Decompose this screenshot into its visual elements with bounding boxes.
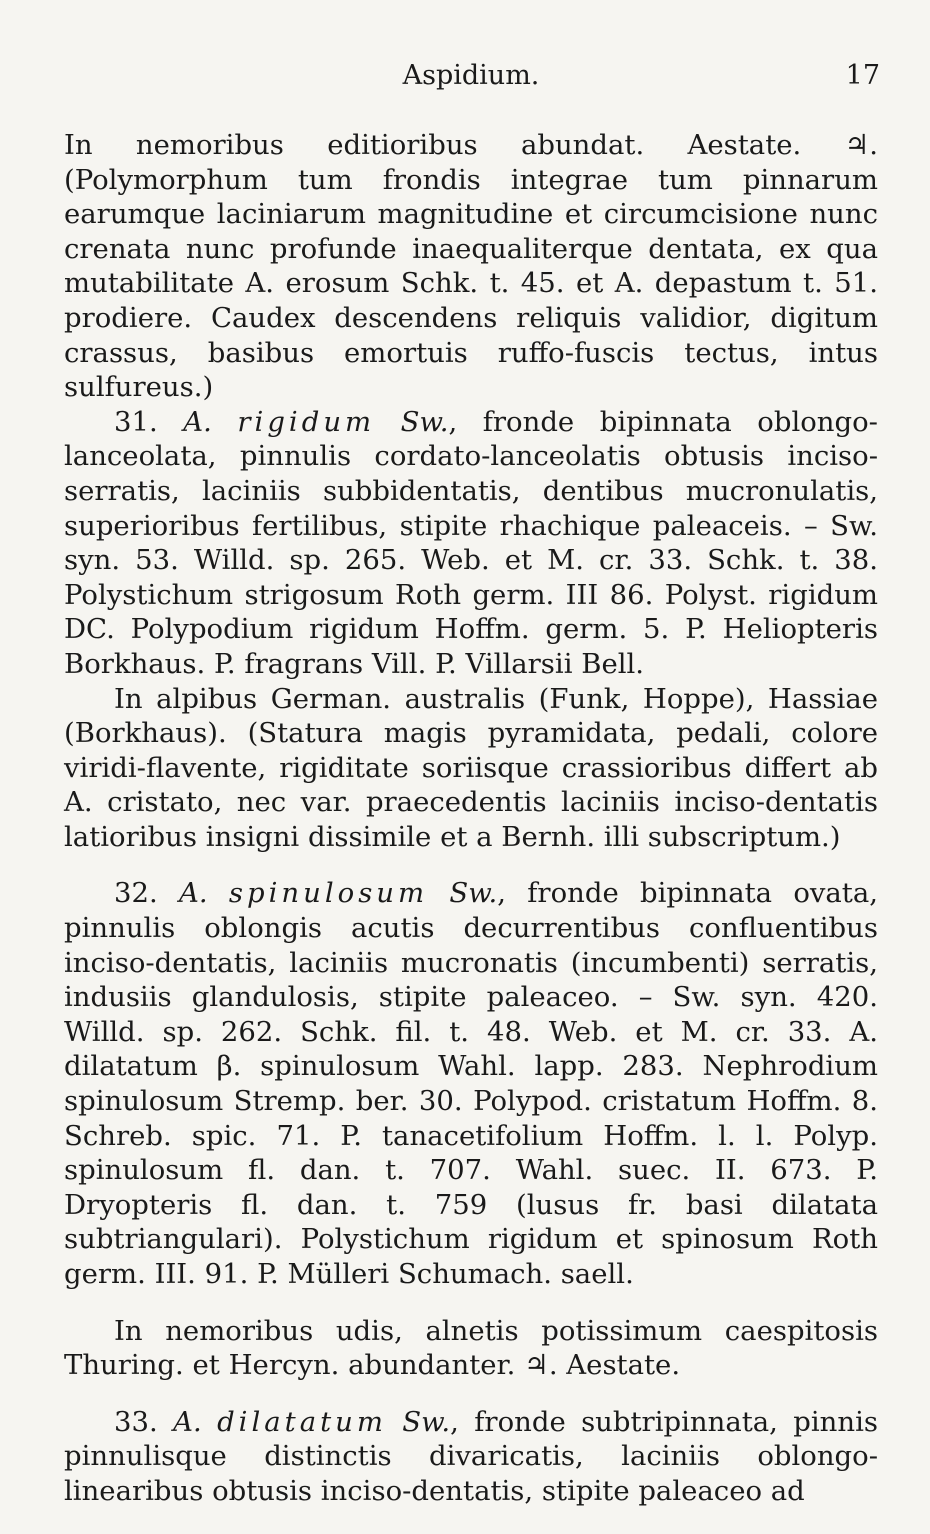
page-number: 17 [845, 60, 880, 91]
species-description: , fronde bipinnata ovata, pinnulis oblongis acutis decurrentibus confluentibus inciso-dentatis, laciniis mucronatis (incumbenti) serratis, indusiis glandulosis, stipite paleaceo. – Sw. syn. 420. Willd. sp. 262. Schk. fil. t. 48. Web. et M. cr. 33. A. dilatatum β. spinulosum Wahl. lapp. 283. Nephrodium spinulosum Stremp. ber. 30. Polypod. cristatum Hoffm. 8. Schreb. spic. 71. P. tanacetifolium Hoffm. l. l. Polyp. spinulosum fl. dan. t. 707. Wahl. suec. II. 673. P. Dryopteris fl. dan. t. 759 (lusus fr. basi dilatata subtriangulari). Polystichum rigidum et spinosum Roth germ. III. 91. P. Mülleri Schumach. saell. [64, 877, 878, 1290]
species-epithet: rigidum [237, 405, 376, 438]
species-entry-31 [64, 405, 878, 682]
paragraph-text: In nemoribus udis, alnetis potissimum caespitosis Thuring. et Hercyn. abundanter. ♃. Aestate. [64, 1314, 878, 1382]
species-author: Sw. [402, 1405, 451, 1438]
text-body [64, 128, 878, 1509]
species-genus: A. [179, 877, 208, 910]
species-entry-33 [64, 1405, 878, 1509]
species-epithet: dilatatum [217, 1405, 387, 1438]
page-header [62, 60, 880, 100]
species-number: 32. [114, 877, 158, 910]
paragraph-habitat-32 [64, 1314, 878, 1383]
paragraph-habitat-30 [64, 128, 878, 405]
paragraph-text: In nemoribus editioribus abundat. Aestate. ♃. (Polymorphum tum frondis integrae tum pinnarum earumque laciniarum magnitudine et circumcisione nunc crenata nunc profunde inaequaliterque dentata, ex qua mutabilitate A. erosum Schk. t. 45. et A. depastum t. 51. prodiere. Caudex descendens reliquis validior, digitum crassus, basibus emortuis ruffo-fuscis tectus, intus sulfureus.) [64, 129, 878, 404]
paragraph-text: In alpibus German. australis (Funk, Hoppe), Hassiae (Borkhaus). (Statura magis pyramidata, pedali, colore viridi-flavente, rigiditate soriisque crassioribus differt ab A. cristato, nec var. praecedentis laciniis inciso-dentatis latioribus insigni dissimile et a Bernh. illi subscriptum.) [64, 682, 878, 853]
species-genus: A. [183, 405, 212, 438]
species-description: , fronde subtripinnata, pinnis pinnulisque distinctis divaricatis, laciniis oblongo-linearibus obtusis inciso-dentatis, stipite paleaceo ad [64, 1405, 878, 1507]
species-author: Sw. [449, 877, 498, 910]
paragraph-habitat-31 [64, 682, 878, 855]
species-number: 33. [114, 1405, 158, 1438]
species-entry-32 [64, 876, 878, 1291]
species-description: , fronde bipinnata oblongo-lanceolata, pinnulis cordato-lanceolatis obtusis inciso-serratis, laciniis subbidentatis, dentibus mucronulatis, superioribus fertilibus, stipite rhachique paleaceis. – Sw. syn. 53. Willd. sp. 265. Web. et M. cr. 33. Schk. t. 38. Polystichum strigosum Roth germ. III 86. Polyst. rigidum DC. Polypodium rigidum Hoffm. germ. 5. P. Heliopteris Borkhaus. P. fragrans Vill. P. Villarsii Bell. [64, 405, 878, 680]
running-title: Aspidium. [402, 60, 540, 91]
species-number: 31. [114, 405, 158, 438]
species-genus: A. [173, 1405, 202, 1438]
species-author: Sw. [400, 405, 449, 438]
species-epithet: spinulosum [228, 877, 429, 910]
